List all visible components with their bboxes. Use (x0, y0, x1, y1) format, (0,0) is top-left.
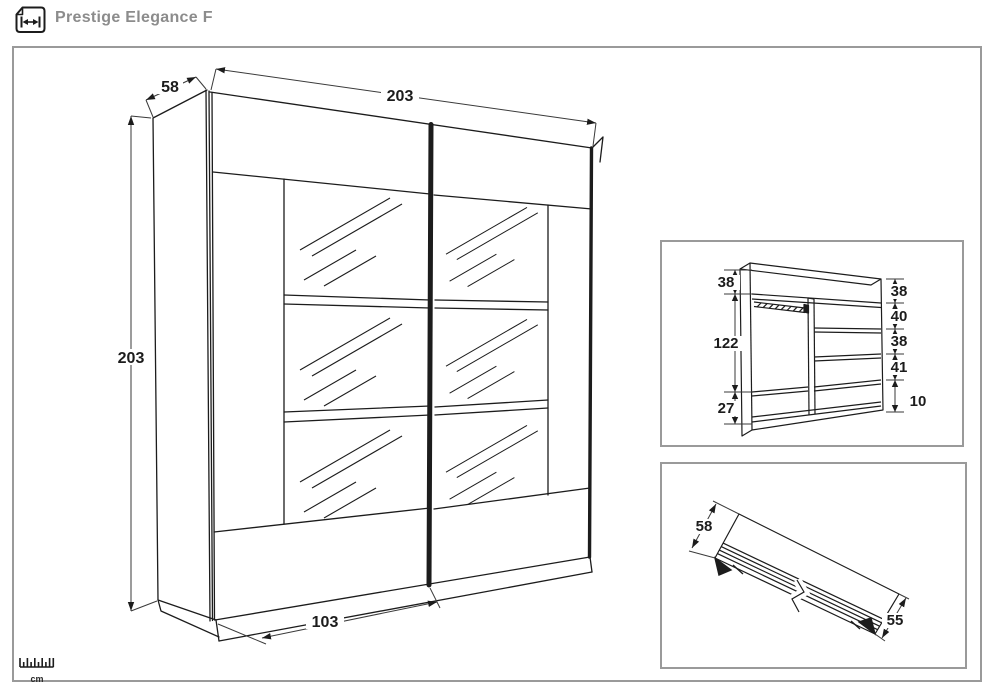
dimension-icon (13, 6, 47, 36)
interior-right-s4-label: 41 (890, 359, 908, 376)
top-view-drawing (662, 464, 965, 667)
top-view-inner-depth-label: 55 (886, 612, 904, 629)
interior-left-bottom-label: 27 (717, 400, 735, 417)
clothes-rail (754, 302, 809, 313)
interior-left-middle-label: 122 (713, 335, 739, 352)
sliding-doors (213, 125, 592, 586)
top-view-depth-label: 58 (695, 518, 713, 535)
drawing-canvas (12, 46, 982, 682)
interior-right-s3-label: 38 (890, 333, 908, 350)
unit-label: cm (30, 674, 44, 684)
interior-right-s1-label: 38 (890, 283, 908, 300)
door-width-dim-label: 103 (311, 614, 339, 631)
width-dim-label: 203 (386, 88, 414, 105)
front-view-dimensions (131, 69, 596, 644)
interior-left-top-label: 38 (717, 274, 735, 291)
interior-right-base-label: 10 (909, 393, 927, 410)
product-title: Prestige Elegance F (55, 9, 213, 26)
interior-view-panel (660, 240, 964, 447)
interior-cabinet (740, 263, 883, 436)
height-dim-label: 203 (117, 350, 145, 367)
header (0, 0, 989, 44)
interior-right-s2-label: 40 (890, 308, 908, 325)
ruler-icon (19, 653, 55, 669)
unit-indicator (17, 653, 57, 684)
interior-view-drawing (662, 242, 962, 445)
top-view-panel (660, 462, 967, 669)
mirror-hatch (300, 198, 538, 518)
depth-dim-label: 58 (161, 79, 179, 96)
break-symbol (792, 580, 804, 612)
front-view-drawing (95, 50, 655, 662)
